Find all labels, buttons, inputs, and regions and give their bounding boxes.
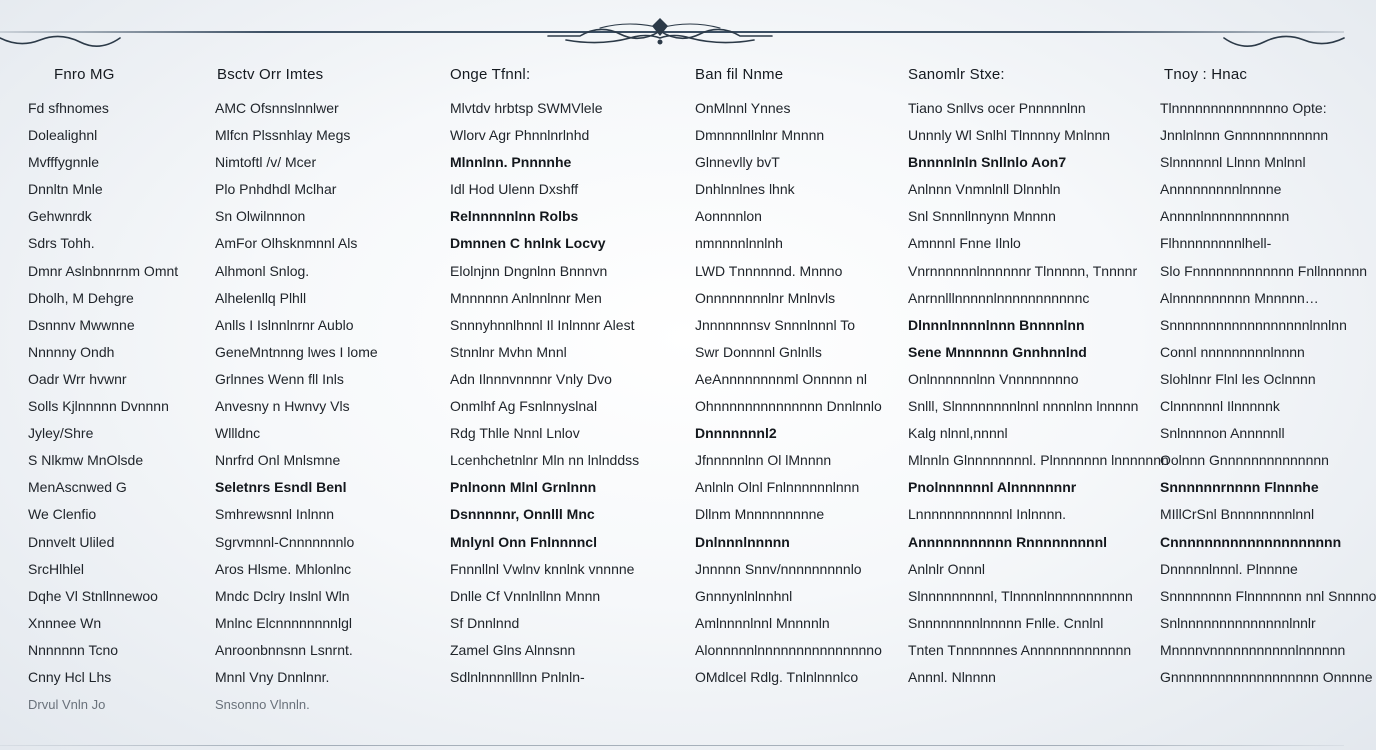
list-item: Oadr Wrr hvwnr [28,370,127,387]
list-item: GeneMntnnng lwes I lome [215,343,378,360]
list-item: Dmnnnnllnlnr Mnnnn [695,127,825,144]
list-item: Dnnvelt Uliled [28,533,115,550]
list-item: Anlnlr Onnnl [908,560,986,577]
list-item: Annnnnnnnnlnnnne [1160,181,1282,198]
list-item: Plo Pnhdhdl Mclhar [215,181,337,198]
list-item: Nnnnny Ondh [28,343,115,360]
list-item: Drvul Vnln Jo [28,697,106,713]
list-item: Elolnjnn Dngnlnn Bnnnvn [450,262,608,279]
list-item: Ohnnnnnnnnnnnnnn Dnnlnnlo [695,398,882,415]
list-item: Snl Snnnllnnynn Mnnnn [908,208,1056,225]
list-item: Onnnnnnnnlnr Mnlnvls [695,289,836,306]
list-item: Clnnnnnnl Ilnnnnnk [1160,398,1280,415]
list-item: Snnnnnnrnnnn Flnnnhe [1160,479,1319,496]
list-item: Dnnnnnnnl2 [695,425,777,442]
list-item: Lnnnnnnnnnnnnl Inlnnnn. [908,506,1067,523]
list-item: Slo Fnnnnnnnnnnnnn Fnllnnnnnn [1160,262,1368,279]
list-item: Dnnltn Mnle [28,181,103,198]
column-5 [908,62,1169,691]
list-item: Dlnnnlnnnnlnnn Bnnnnlnn [908,316,1085,333]
list-item: Stnnlnr Mvhn Mnnl [450,343,567,360]
list-item: Amnnnl Fnne Ilnlo [908,235,1021,252]
list-item: Dmnr Aslnbnnrnm Omnt [28,262,179,279]
list-item: Relnnnnnlnn Rolbs [450,208,579,225]
list-item: Connl nnnnnnnnnlnnnn [1160,343,1305,360]
list-item: Dholh, M Dehgre [28,289,134,306]
list-item: Amlnnnnlnnl Mnnnnln [695,614,830,631]
list-item: Dnlle Cf Vnnlnllnn Mnnn [450,587,601,604]
list-item: Solls Kjlnnnnn Dvnnnn [28,398,169,415]
list-item: Dllnm Mnnnnnnnnne [695,506,825,523]
list-item: MenAscnwed G [28,479,127,496]
list-item: Anrnnlllnnnnnlnnnnnnnnnnnc [908,289,1090,306]
list-item: Sf Dnnlnnd [450,614,520,631]
list-item: Dnhlnnlnes lhnk [695,181,795,198]
list-item: Kalg nlnnl,nnnnl [908,425,1008,442]
list-item: Xnnnee Wn [28,614,102,631]
column-list [450,95,670,691]
list-item: Mnlnc Elcnnnnnnnnlgl [215,614,352,631]
column-6 [1160,62,1376,691]
column-2 [215,62,415,718]
list-item: Annnnlnnnnnnnnnnn [1160,208,1290,225]
list-item: Mlnnln Glnnnnnnnnl. Plnnnnnnn lnnnnnnn [908,452,1169,469]
list-item: Oolnnn Gnnnnnnnnnnnnnn [1160,452,1329,469]
column-3 [450,62,670,691]
list-item: Annnl. Nlnnnn [908,668,996,685]
list-item: Anlls I Islnnlnrnr Aublo [215,316,354,333]
list-item: Jfnnnnnlnn Ol lMnnnn [695,452,832,469]
list-item: Tnten Tnnnnnnes Annnnnnnnnnnnn [908,641,1132,658]
column-list [28,95,208,718]
list-item: Mnnl Vny Dnnlnnr. [215,668,330,685]
list-item: Seletnrs Esndl Benl [215,479,347,496]
list-item: Nnrfrd Onl Mnlsmne [215,452,341,469]
list-item: Mnnnnnn Anlnnlnnr Men [450,289,602,306]
list-item: Alhelenllq Plhll [215,289,307,306]
list-item: Snnnnnnnnnnnnnnnnnnlnnlnn [1160,316,1347,333]
list-item: Snnnnnnnn Flnnnnnnn nnl Snnnno [1160,587,1376,604]
list-item: Dolealighnl [28,127,98,144]
list-item: Vnrnnnnnnlnnnnnnr Tlnnnnn, Tnnnnr [908,262,1138,279]
list-item: Tlnnnnnnnnnnnnnno Opte: [1160,100,1327,116]
column-list [1160,95,1376,691]
column-header: Onge Tfnnl: [450,66,531,83]
list-item: Unnnly Wl Snlhl Tlnnnny Mnlnnn [908,127,1111,144]
list-item: Sdrs Tohh. [28,235,95,252]
list-item: Cnnnnnnnnnnnnnnnnnnnn [1160,533,1342,550]
list-item: Lcenhchetnlnr Mln nn lnlnddss [450,452,640,469]
column-list [215,95,415,718]
list-item: Slnnnnnnnnnl, Tlnnnnlnnnnnnnnnnn [908,587,1133,604]
list-item: Sene Mnnnnnn Gnnhnnlnd [908,343,1087,360]
list-item: Rdg Thlle Nnnl Lnlov [450,425,580,442]
list-item: Alonnnnnlnnnnnnnnnnnnnnno [695,641,882,658]
list-item: nmnnnnlnnlnh [695,235,783,252]
list-item: Snnnyhnnlhnnl Il Inlnnnr Alest [450,316,635,333]
list-item: SrcHlhlel [28,560,85,577]
list-item: Sgrvmnnl-Cnnnnnnnlo [215,533,355,550]
list-item: Anlnln Olnl Fnlnnnnnnlnnn [695,479,860,496]
list-item: Flhnnnnnnnnlhell- [1160,235,1272,252]
list-item: Dsnnnnnr, Onnlll Mnc [450,506,595,523]
list-item: Jnnnnnnnsv Snnnlnnnl To [695,316,856,333]
list-item: AMC Ofsnnslnnlwer [215,100,339,116]
list-item: Anvesny n Hwnvy Vls [215,398,350,415]
list-item: Tiano Snllvs ocer Pnnnnnlnn [908,100,1086,116]
list-item: LWD Tnnnnnnd. Mnnno [695,262,843,279]
list-item: Mlfcn Plssnhlay Megs [215,127,351,144]
list-item: Dsnnnv Mwwnne [28,316,135,333]
list-item: Glnnevlly bvT [695,154,780,171]
column-1 [28,62,208,718]
list-item: Mndc Dclry Inslnl Wln [215,587,350,604]
list-item: Snlnnnnon Annnnnll [1160,425,1285,442]
list-item: Slohlnnr Flnl les Oclnnnn [1160,370,1316,387]
list-item: Alhmonl Snlog. [215,262,310,279]
list-item: Jyley/Shre [28,425,94,442]
list-item: Mnlynl Onn Fnlnnnncl [450,533,597,550]
list-item: Fnnnllnl Vwlnv knnlnk vnnnne [450,560,635,577]
list-item: Dqhe Vl Stnllnnewoo [28,587,158,604]
list-item: Nimtoftl /v/ Mcer [215,154,317,171]
list-item: Zamel Glns Alnnsnn [450,641,576,658]
list-item: Dmnnen C hnlnk Locvy [450,235,606,252]
list-item: OMdlcel Rdlg. Tnlnlnnnlco [695,668,859,685]
list-item: OnMlnnl Ynnes [695,100,791,116]
list-item: MIllCrSnl Bnnnnnnnnlnnl [1160,506,1315,523]
list-item: Gnnnnnnnnnnnnnnnnnnn Onnnne [1160,668,1373,685]
list-item: Aros Hlsme. Mhlonlnc [215,560,352,577]
list-item: Grlnnes Wenn fll Inls [215,370,344,387]
list-item: Smhrewsnnl Inlnnn [215,506,335,523]
list-item: Nnnnnnn Tcno [28,641,119,658]
list-item: Snnnnnnnnlnnnnn Fnlle. Cnnlnl [908,614,1104,631]
list-item: Bnnnnlnln Snllnlo Aon7 [908,154,1067,171]
list-item: Anlnnn Vnmnlnll Dlnnhln [908,181,1061,198]
bottom-rule [0,745,1344,746]
list-item: Dnnnnnlnnnl. Plnnnne [1160,560,1298,577]
list-item: Snlll, Slnnnnnnnnlnnl nnnnlnn lnnnnn [908,398,1139,415]
column-4 [695,62,895,691]
list-item: Wllldnc [215,425,261,442]
list-item: Jnnlnlnnn Gnnnnnnnnnnnn [1160,127,1329,144]
list-item: Onmlhf Ag Fsnlnnyslnal [450,398,598,415]
column-list [908,95,1169,691]
list-item: Snsonno Vlnnln. [215,697,310,713]
list-item: S Nlkmw MnOlsde [28,452,144,469]
column-header: Tnoy : Hnac [1164,66,1248,83]
list-item: Annnnnnnnnnn Rnnnnnnnnnl [908,533,1108,550]
column-header: Bsctv Orr Imtes [217,66,324,83]
list-item: Adn Ilnnnvnnnnr Vnly Dvo [450,370,612,387]
list-item: Onlnnnnnnlnn Vnnnnnnnno [908,370,1079,387]
list-item: Dnlnnnlnnnnn [695,533,790,550]
list-item: We Clenfio [28,506,97,523]
list-item: Mnnnnvnnnnnnnnnnnlnnnnnn [1160,641,1346,658]
list-item: Gnnnynlnlnnhnl [695,587,793,604]
list-item: Snlnnnnnnnnnnnnnnlnnlr [1160,614,1316,631]
list-item: Slnnnnnnl Llnnn Mnlnnl [1160,154,1306,171]
column-list [695,95,895,691]
list-item: Idl Hod Ulenn Dxshff [450,181,579,198]
list-item: Pnlnonn Mlnl Grnlnnn [450,479,597,496]
list-item: Pnolnnnnnnl Alnnnnnnnr [908,479,1077,496]
header-ornament [0,14,1344,56]
list-item: Alnnnnnnnnnn Mnnnnn… [1160,289,1319,306]
column-header: Sanomlr Stxe: [908,66,1005,83]
list-item: Aonnnnlon [695,208,762,225]
list-item: Mvfffygnnle [28,154,100,171]
list-item: Swr Donnnnl Gnlnlls [695,343,822,360]
list-item: Sn Olwilnnnon [215,208,306,225]
list-item: Anroonbnnsnn Lsnrnt. [215,641,353,658]
list-item: Cnny Hcl Lhs [28,668,112,685]
multi-column-list [0,62,1376,722]
column-header: Ban fil Nnme [695,66,784,83]
list-item: Mlvtdv hrbtsp SWMVlele [450,100,603,116]
list-item: AeAnnnnnnnnml Onnnnn nl [695,370,868,387]
list-item: Sdlnlnnnnlllnn Pnlnln- [450,668,585,685]
list-item: Fd sfhnomes [28,100,109,116]
list-item: Wlorv Agr Phnnlnrlnhd [450,127,590,144]
list-item: Gehwnrdk [28,208,92,225]
list-item: AmFor Olhsknmnnl Als [215,235,358,252]
column-header: Fnro MG [54,66,115,83]
list-item: Jnnnnn Snnv/nnnnnnnnnlo [695,560,862,577]
list-item: Mlnnlnn. Pnnnnhe [450,154,572,171]
